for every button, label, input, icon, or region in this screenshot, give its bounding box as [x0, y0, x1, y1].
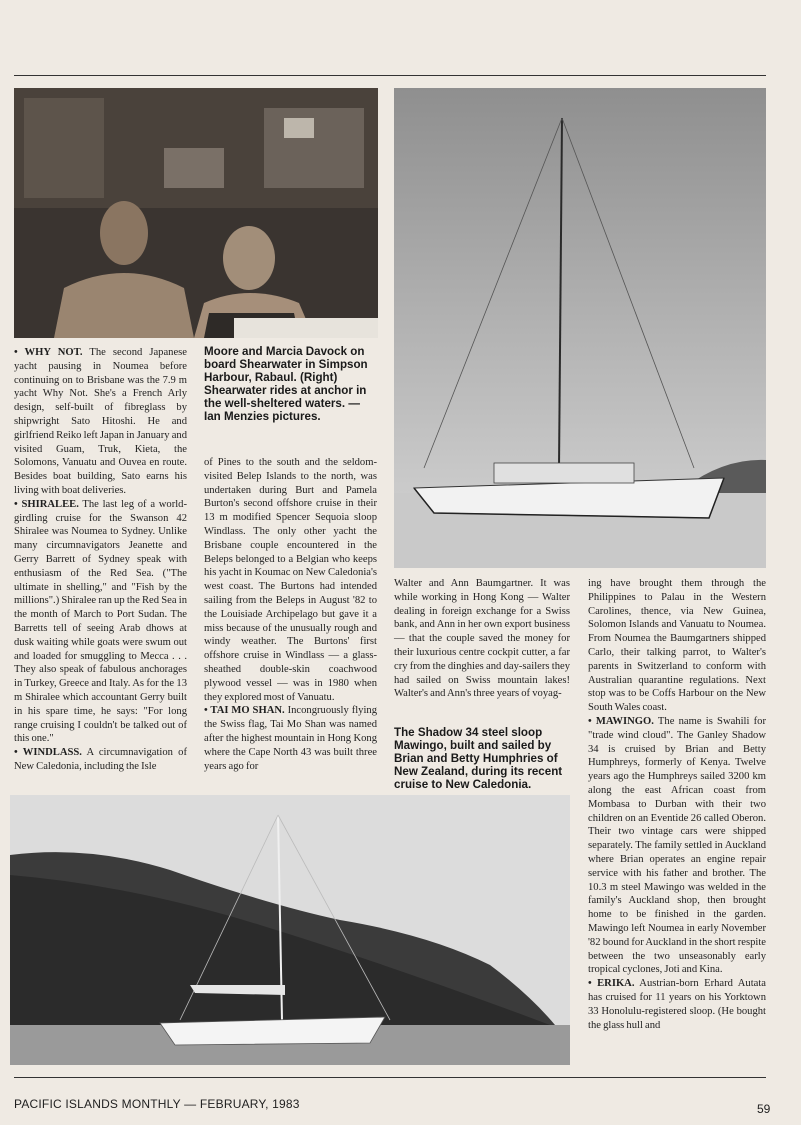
paragraph-windlass-cont: of Pines to the south and the seldom-visited Belep Islands to the north, was undertaken during Burt and Pamela Burton's second offshore cruise in their 13 m modified Spencer Sequoia sloop Windlass. The only other yacht the Brisbane couple encountered in the Beleps belonged to a Belgian who keeps his yacht in Koumac on New Caledonia's west coast. The Burtons had intended sailing from the Beleps in August '82 to the Louisiade Archipelago but gave it a miss because of the unusually rough and windy weather. The Burtons' first offshore cruise in Windlass — a glass-sheathed double-skin coachwood plywood vessel — was in 1980 when they explored most of Vanuatu.: [204, 457, 377, 703]
yacht-at-anchor-photo: [394, 88, 766, 568]
top-rule: [14, 75, 766, 76]
article-column-3: [394, 577, 570, 701]
article-column-4: [588, 577, 766, 1032]
article-column-2: [204, 456, 377, 773]
paragraph-baumgartner-cont: ing have brought them through the Philippines to Palau in the Western Carolines, thence, via New Guinea, Solomon Islands and Vanuatu to Noumea. From Noumea the Baumgartners shipped Carlo, their talking parrot, to Walter's parents in Switzerland to conform with Australian quarantine regulations. Next stop was to be Coffs Harbour on the New South Wales coast.: [588, 578, 766, 714]
publication-footer: PACIFIC ISLANDS MONTHLY — FEBRUARY, 1983: [14, 1097, 300, 1111]
paragraph-mawingo: • MAWINGO. The name is Swahili for "trade wind cloud". The Ganley Shadow 34 is cruised by Brian and Betty Humphreys, formerly of Kenya. Twelve years ago the Humphreys sailed 3200 km along the east African coast from Mombasa to Durban with their two children on an Eventide 26 called Oberon. Their two vintage cars were shipped separately. The family settled in Auckland where Brian operates an engine repair service with his father and brother. The 10.3 m steel Mawingo was welded in the family's Auckland shop, then brought home to be finished in the garden. Mawingo left Noumea in early November '82 bound for Auckland in the short respite between the two unseasonably early tropical cyclones, Joti and Kina.: [588, 715, 766, 976]
paragraph-tai-mo-shan: • TAI MO SHAN. Incongruously flying the Swiss flag, Tai Mo Shan was named after the highest mountain in Hong Kong where the Cape North 43 was built three years ago for: [204, 705, 377, 772]
article-column-1: [14, 346, 187, 774]
paragraph-windlass: • WINDLASS. A circumnavigation of New Caledonia, including the Isle: [14, 747, 187, 772]
paragraph-tai-mo-shan-cont: Walter and Ann Baumgartner. It was while working in Hong Kong — Walter dealing in foreign exchange for a Swiss bank, and Ann in her own export business — that the couple saved the money for their luxurious centre cockpit cutter, a far cry from the dinghies and day-sailers they had sailed on Swiss mountain lakes! Walter's and Ann's three years of voyag-: [394, 578, 570, 700]
paragraph-erika: • ERIKA. Austrian-born Erhard Autata has cruised for 11 years on his Yorktown 33 Honolulu-registered sloop. (He bought the glass hull and: [588, 978, 766, 1031]
page-number: 59: [757, 1102, 771, 1116]
paragraph-why-not: • WHY NOT. The second Japanese yacht pausing in Noumea before continuing on to Brisbane was the 7.9 m yacht Why Not. She's a French Arly design, self-built of fibreglass by shipwright Sato Hitoshi. He and girlfriend Reiko left Japan in January and visited Guam, Truk, Kieta, the Solomons, Vanuatu and Ouvea en route. Besides boat building, Sato earns his living with boat deliveries.: [14, 347, 187, 496]
mawingo-sloop-photo: [10, 795, 570, 1065]
top-photo-caption: Moore and Marcia Davock on board Shearwater in Simpson Harbour, Rabaul. (Right) Shearwater rides at anchor in the well-sheltered waters. — Ian Menzies pictures.: [204, 345, 368, 423]
paragraph-shiralee: • SHIRALEE. The last leg of a world-girdling cruise for the Swanson 42 Shiralee was Noumea to Sydney. Unlike many circumnavigators Jeanette and Gerry Barrett of Sydney speak with enthusiasm of the Red Sea. ("The ultimate in shelling," and "Fish by the millions".) Shiralee ran up the Red Sea in the month of March to Port Sudan. The Barretts tell of seeing Arab dhows at dusk waiting while goats were swum out and loaded for smuggling to Mecca . . . They also speak of fabulous anchorages in Turkey, Greece and Italy. As for the 13 m Shiralee which accountant Gerry built in his spare time, he says: "For long range cruising I couldn't be talked out of this one.": [14, 498, 188, 745]
bottom-rule: [14, 1077, 766, 1078]
mid-photo-caption: The Shadow 34 steel sloop Mawingo, built and sailed by Brian and Betty Humphries of New Zealand, during its recent cruise to New Caledonia.: [394, 726, 563, 791]
couple-photo: [14, 88, 378, 338]
